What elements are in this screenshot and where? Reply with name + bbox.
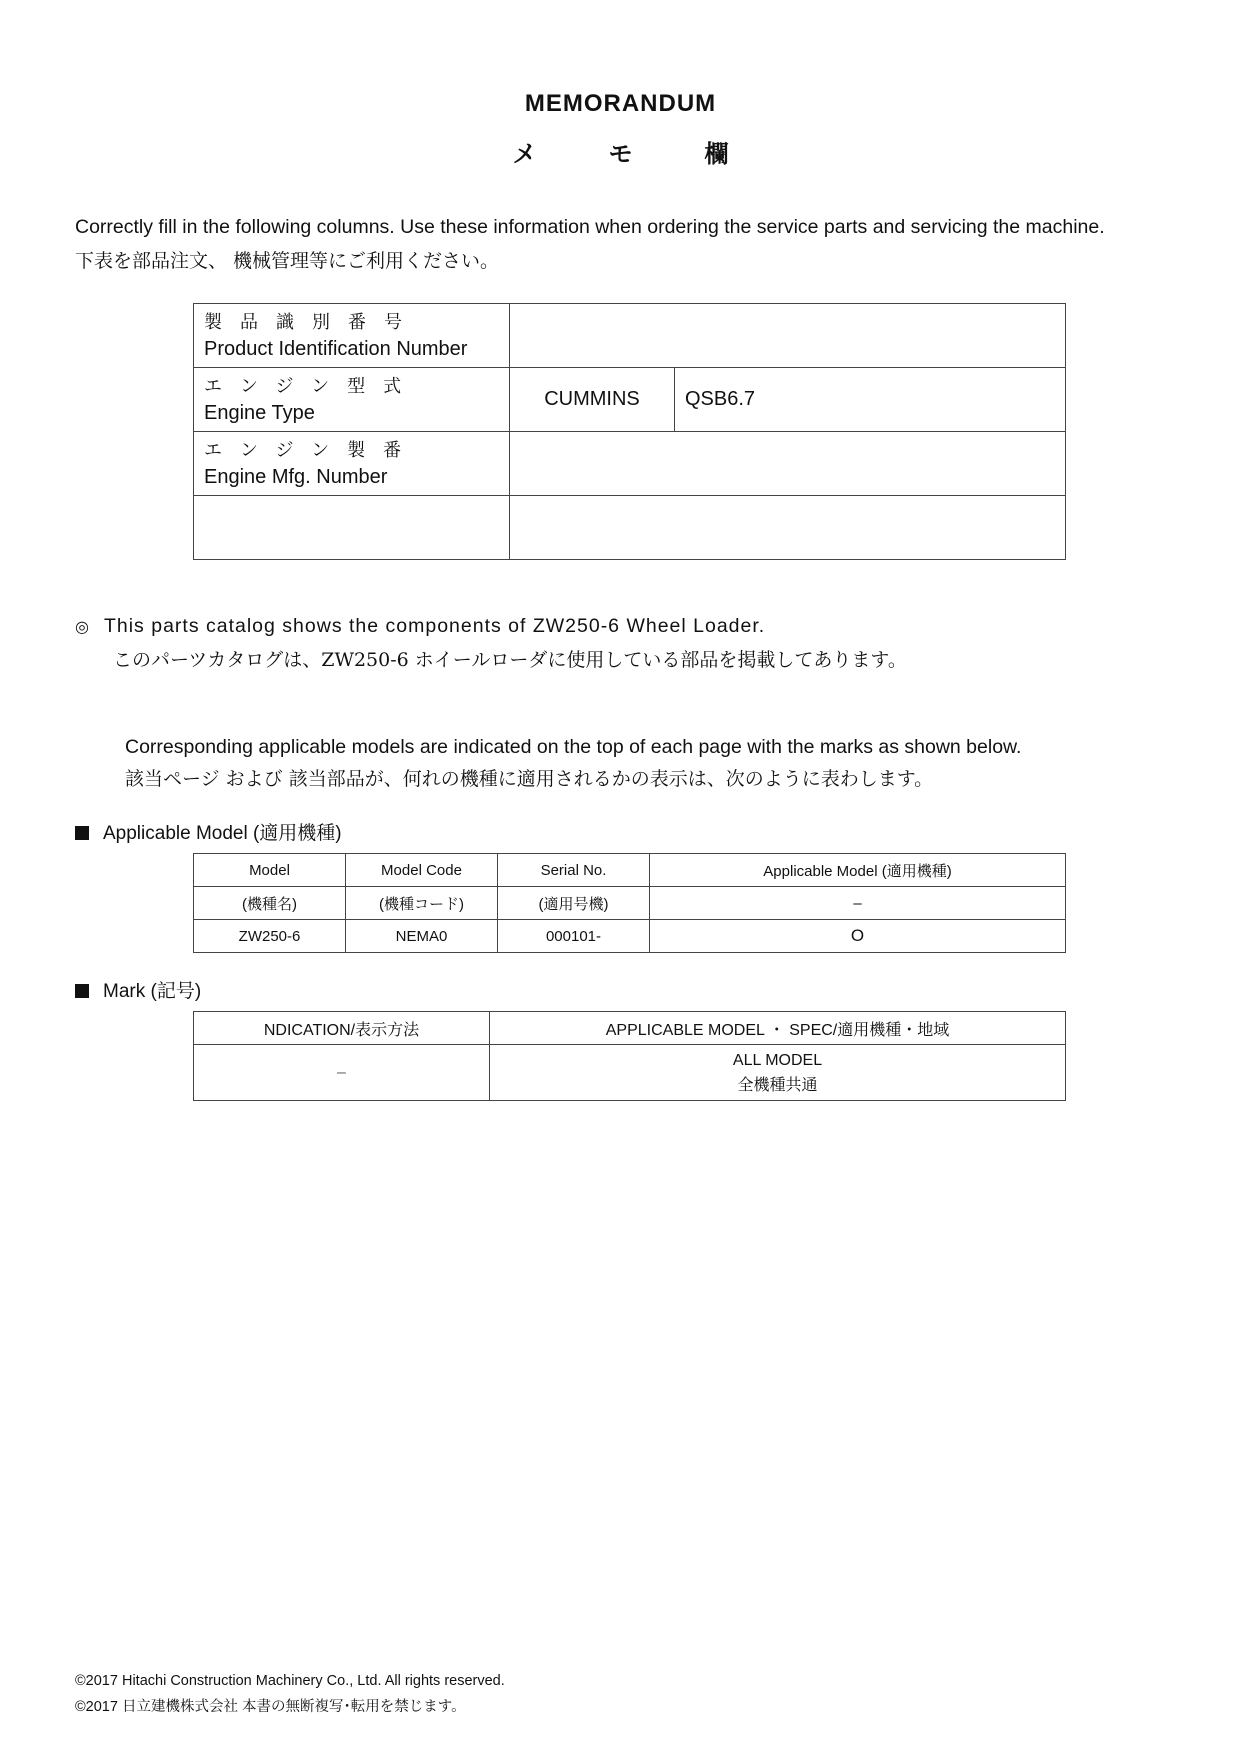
catalog-note-text: This parts catalog shows the components of ZW250-6 Wheel Loader. [103,615,766,637]
catalog-note-en [75,615,765,638]
page-subtitle [0,134,1241,169]
header-cell-ja: (機種名) [194,887,346,920]
label-en: Engine Type [204,401,315,424]
subtitle-char: 欄 [704,141,729,168]
blank-value-cell[interactable] [510,496,1066,560]
header-cell: NDICATION/表示方法 [194,1012,490,1045]
label-ja: エンジン製番 [204,439,420,461]
all-model-en: ALL MODEL [732,1051,823,1069]
label-ja: 製品識別番号 [204,311,420,333]
square-bullet-icon [75,984,89,998]
table-row [194,1045,1066,1101]
table-row [194,854,1066,887]
header-cell-ja: (機種コード) [346,887,498,920]
indication-cell: – [194,1045,490,1101]
header-cell: Applicable Model (適用機種) [650,854,1066,887]
page-title: MEMORANDUM [524,90,717,117]
copyright-en: ©2017 Hitachi Construction Machinery Co., Ltd. All rights reserved. [75,1673,505,1689]
double-circle-icon: ◎ [75,617,90,636]
applicable-model-heading [75,818,342,845]
subtitle-char: モ [608,141,633,168]
model-code-cell: NEMA0 [346,920,498,953]
subtitle-char: メ [512,141,537,168]
header-cell: Model [194,854,346,887]
marks-note-ja: 該当ページ および 該当部品が、何れの機種に適用されるかの表示は、次のように表わします。 [125,768,934,790]
label-cell [194,304,510,368]
all-model-ja: 全機種共通 [737,1074,818,1094]
mark-heading [75,976,201,1003]
intro-text-en: Correctly fill in the following columns. Use these information when ordering the service parts and servicing the machine. [75,216,1105,238]
section-heading-text: Applicable Model (適用機種) [103,823,342,844]
catalog-note-ja: このパーツカタログは、ZW250-6 ホイールローダに使用している部品を掲載してあります。 [113,649,907,671]
engine-type-value: QSB6.7 [675,368,1066,432]
model-cell [490,1045,1066,1101]
table-row [194,432,1066,496]
copyright-ja: ©2017 日立建機株式会社 本書の無断複写･転用を禁じます。 [75,1699,466,1715]
label-en: Engine Mfg. Number [204,465,388,488]
label-en: Product Identification Number [204,337,468,360]
intro-text-ja: 下表を部品注文、 機械管理等にご利用ください。 [75,250,500,272]
section-heading-text: Mark (記号) [103,981,202,1002]
label-ja: エンジン型式 [204,375,420,397]
table-row [194,1012,1066,1045]
engine-brand: CUMMINS [510,368,675,432]
applicable-model-table [193,853,1066,953]
table-row [194,304,1066,368]
blank-label-cell [194,496,510,560]
table-row [194,920,1066,953]
engine-mfg-value[interactable] [510,432,1066,496]
table-row [194,496,1066,560]
product-id-value[interactable] [510,304,1066,368]
memo-table [193,303,1066,560]
serial-cell: 000101- [498,920,650,953]
header-cell: Model Code [346,854,498,887]
mark-table [193,1011,1066,1101]
table-row [194,887,1066,920]
header-cell-ja: (適用号機) [498,887,650,920]
header-cell: APPLICABLE MODEL ・ SPEC/適用機種・地域 [490,1012,1066,1045]
sub-header-cell: – [650,887,1066,920]
model-cell: ZW250-6 [194,920,346,953]
label-cell [194,432,510,496]
marks-note-en: Corresponding applicable models are indicated on the top of each page with the marks as shown below. [125,736,1022,758]
square-bullet-icon [75,826,89,840]
applicable-mark-cell: O [650,920,1066,953]
header-cell: Serial No. [498,854,650,887]
label-cell [194,368,510,432]
table-row [194,368,1066,432]
